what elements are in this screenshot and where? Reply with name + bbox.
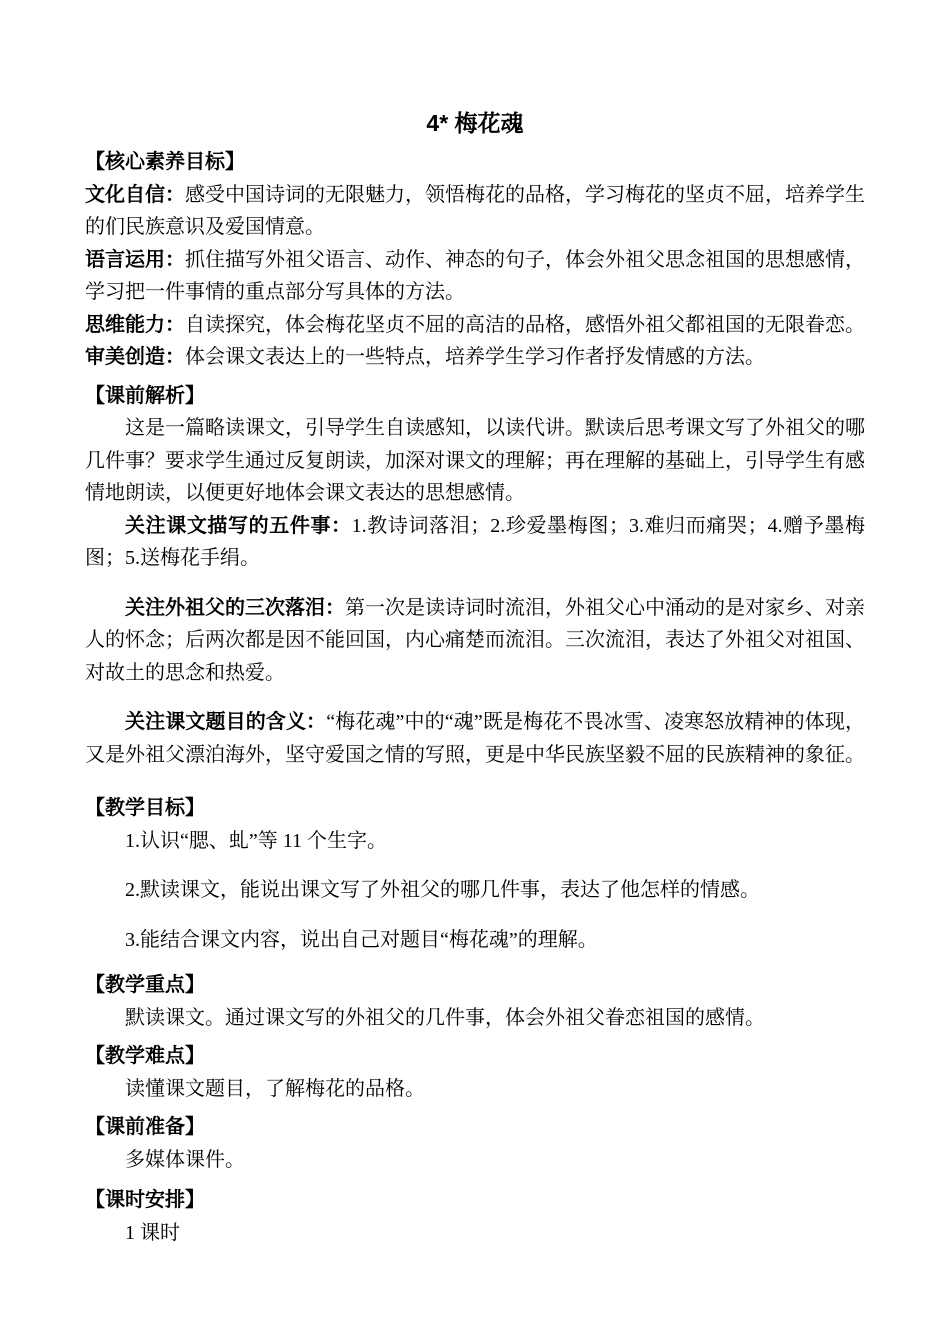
para-thinking-ability	[85, 309, 865, 342]
para-teaching-focus: 默读课文。通过课文写的外祖父的几件事，体会外祖父眷恋祖国的感情。	[125, 1006, 765, 1029]
para-goal-2: 2.默读课文，能说出课文写了外祖父的哪几件事，表达了他怎样的情感。	[125, 879, 760, 901]
text-three-tears: 第一次是读诗词时流泪，外祖父心中涌动的是对家乡、对亲人的怀念；后两次都是因不能回国，内心痛楚而流泪。三次流泪，表达了外祖父对祖国、对故土的思念和热爱。	[85, 596, 865, 684]
lead-culture-confidence: 文化自信：	[85, 183, 185, 206]
text-thinking-ability: 自读探究，体会梅花坚贞不屈的高洁的品格，感悟外祖父都祖国的无限眷恋。	[185, 313, 865, 336]
para-goal-1: 1.认识“腮、虬”等 11 个生字。	[125, 829, 388, 852]
para-language-use	[85, 244, 865, 309]
para-five-events	[85, 510, 865, 575]
para-goal-3: 3.能结合课文内容，说出自己对题目“梅花魂”的理解。	[125, 928, 598, 951]
heading-pre-analysis: 【课前解析】	[85, 384, 205, 407]
para-teaching-difficulty: 读懂课文题目，了解梅花的品格。	[125, 1077, 425, 1100]
lead-aesthetic-creation: 审美创造：	[85, 346, 185, 368]
lead-title-meaning: 关注课文题目的含义：	[125, 711, 327, 733]
heading-schedule: 【课时安排】	[85, 1189, 205, 1211]
lead-three-tears: 关注外祖父的三次落泪：	[125, 596, 345, 619]
para-title-meaning	[85, 706, 865, 771]
text-five-events: 1.教诗词落泪；2.珍爱墨梅图；3.难归而痛哭；4.赠予墨梅图；5.送梅花手绢。	[85, 514, 866, 569]
text-aesthetic-creation: 体会课文表达上的一些特点，培养学生学习作者抒发情感的方法。	[185, 346, 765, 368]
heading-teaching-goals: 【教学目标】	[85, 797, 205, 819]
heading-teaching-difficulty: 【教学难点】	[85, 1045, 205, 1067]
para-three-tears	[85, 592, 865, 690]
lead-thinking-ability: 思维能力：	[85, 313, 185, 336]
para-culture-confidence	[85, 179, 865, 244]
heading-preparation: 【课前准备】	[85, 1116, 205, 1138]
para-aesthetic-creation	[85, 341, 865, 374]
lead-five-events: 关注课文描写的五件事：	[125, 514, 352, 537]
text-language-use: 抓住描写外祖父语言、动作、神态的句子，体会外祖父思念祖国的思想感情，学习把一件事情的重点部分写具体的方法。	[85, 248, 865, 303]
page-title: 4* 梅花魂	[426, 110, 524, 136]
heading-teaching-focus: 【教学重点】	[85, 974, 205, 996]
para-pre-analysis-intro: 这是一篇略读课文，引导学生自读感知，以读代讲。默读后思考课文写了外祖父的哪几件事？要求学生通过反复朗读，加深对课文的理解；再在理解的基础上，引导学生有感情地朗读，以便更好地体会课文表达的思想感情。	[85, 417, 865, 504]
text-culture-confidence: 感受中国诗词的无限魅力，领悟梅花的品格，学习梅花的坚贞不屈，培养学生的们民族意识及爱国情意。	[85, 183, 865, 238]
heading-core-goals: 【核心素养目标】	[85, 151, 245, 173]
para-preparation: 多媒体课件。	[125, 1148, 245, 1171]
para-schedule: 1 课时	[125, 1221, 180, 1244]
text-title-meaning: “梅花魂”中的“魂”既是梅花不畏冰雪、凌寒怒放精神的体现，又是外祖父漂泊海外，坚守爱国之情的写照，更是中华民族坚毅不屈的民族精神的象征。	[85, 711, 865, 766]
lead-language-use: 语言运用：	[85, 248, 185, 271]
